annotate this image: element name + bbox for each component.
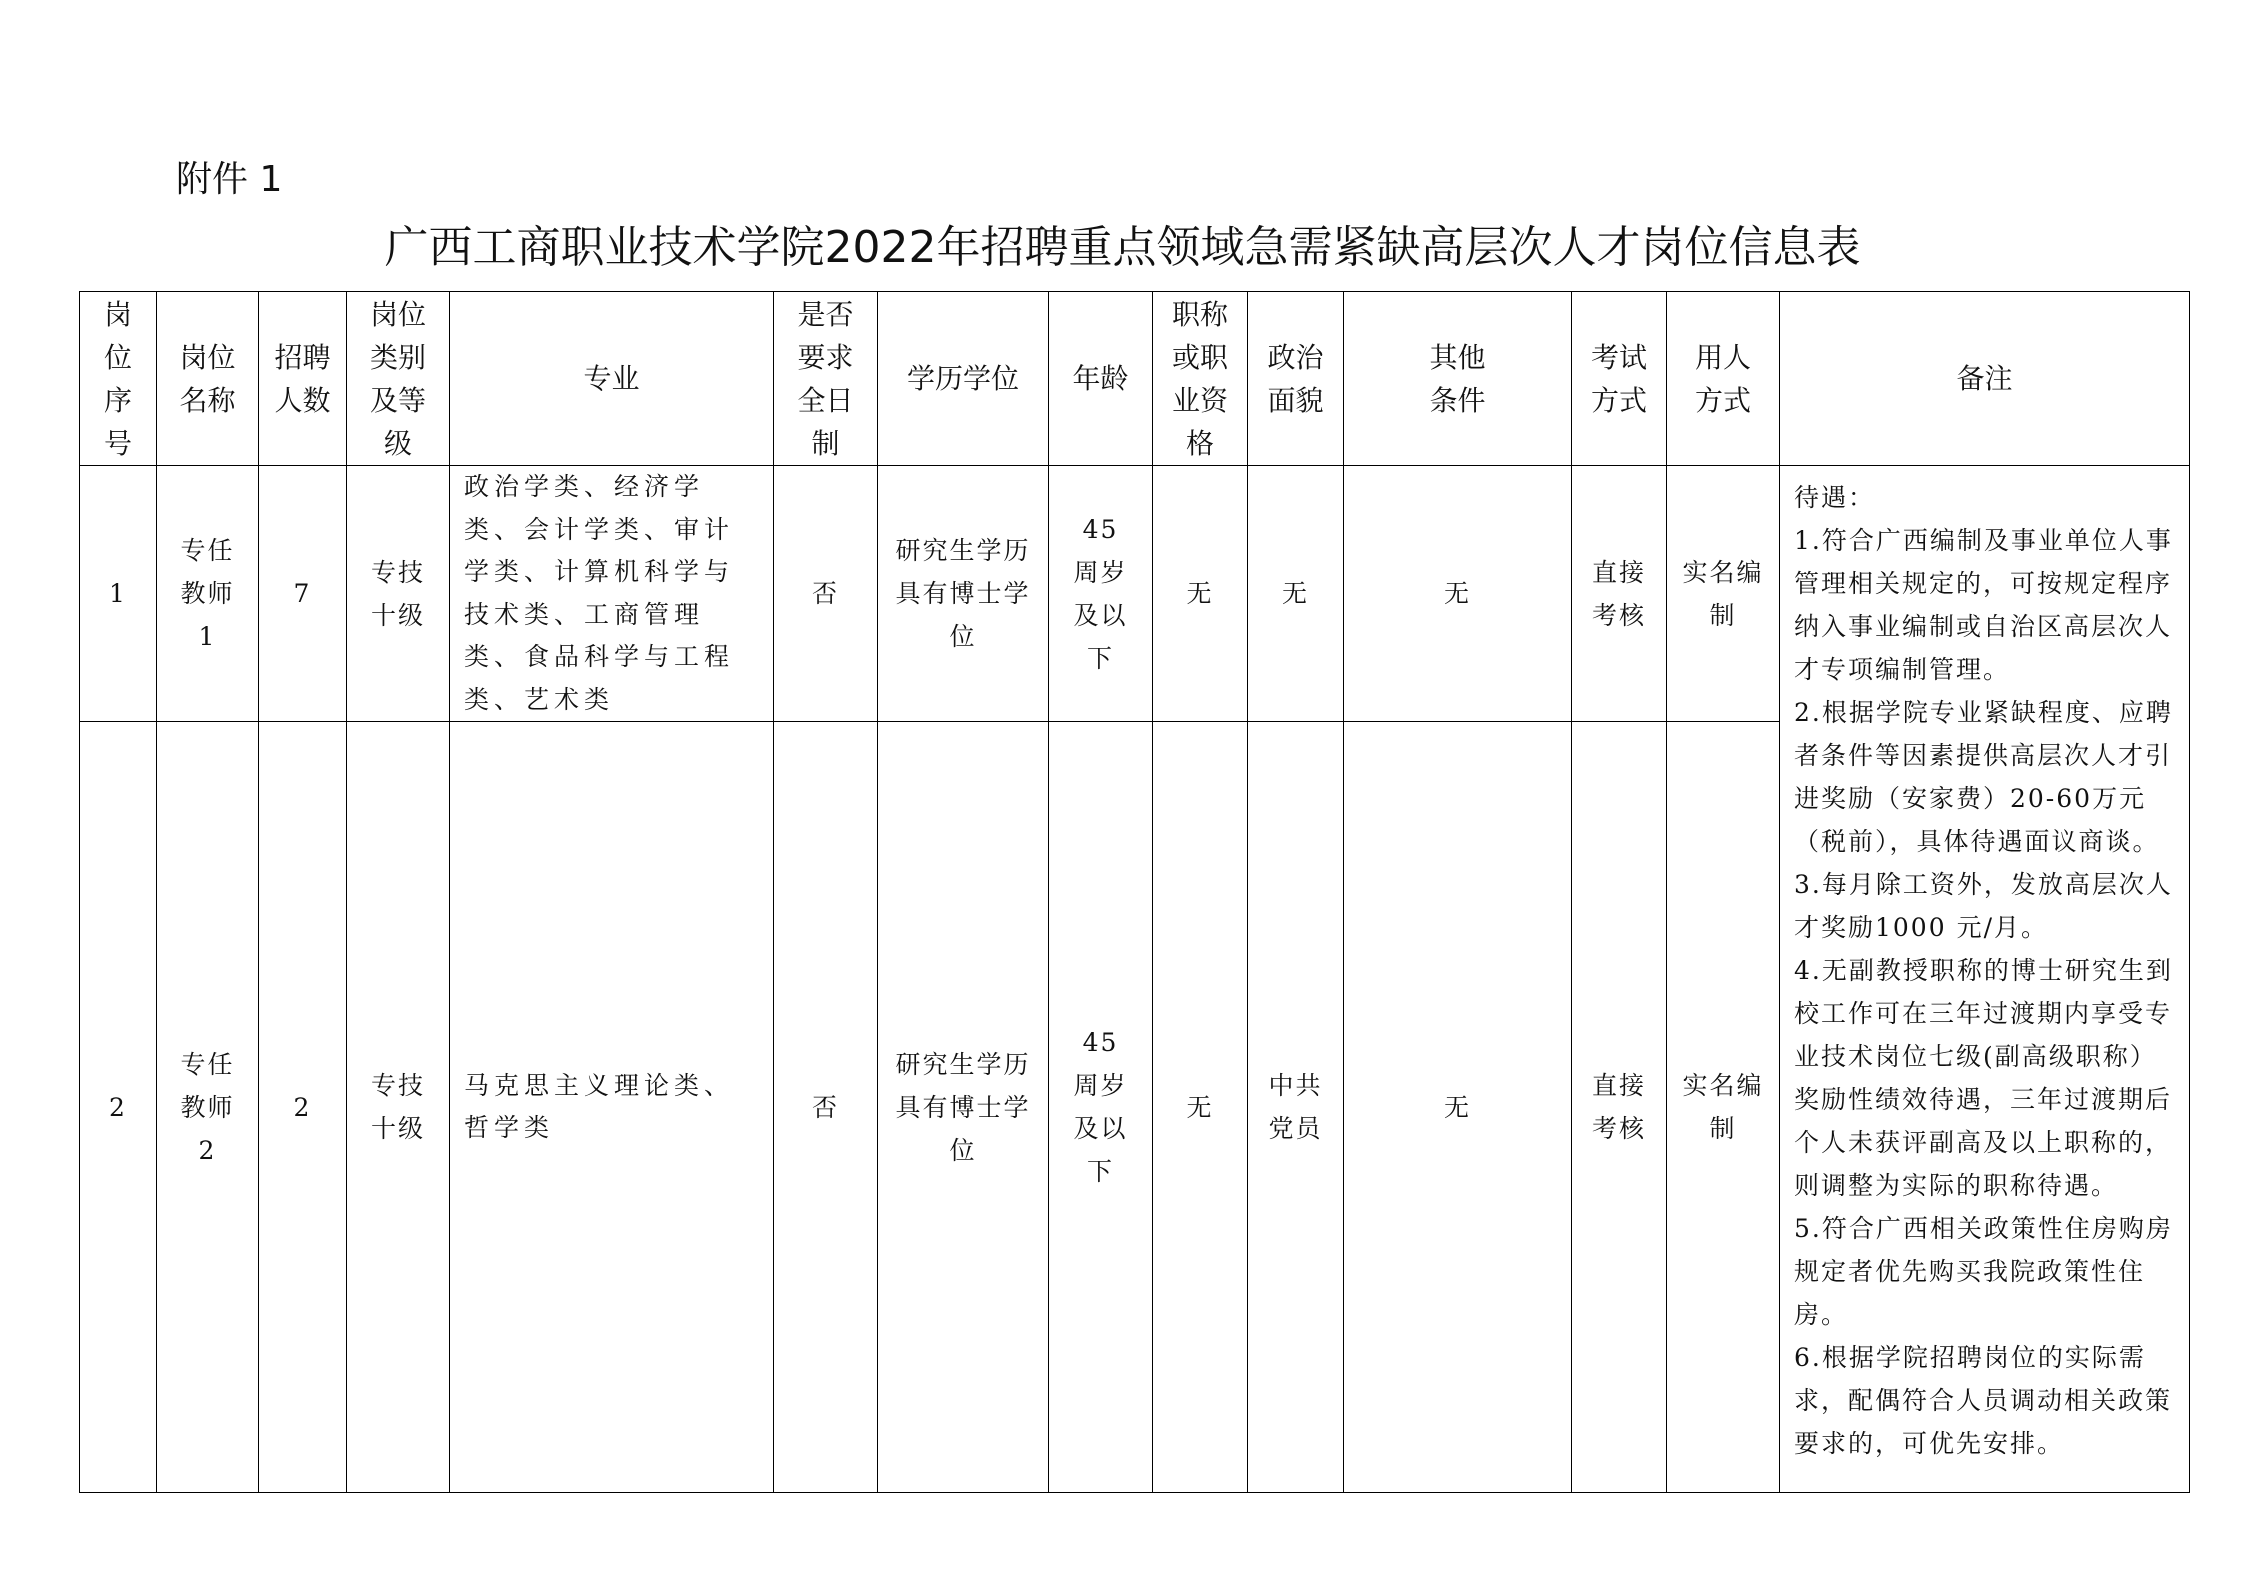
cell-age: 45周岁及以下 [1049,466,1153,722]
cell-age: 45周岁及以下 [1049,722,1153,1493]
cell-degree: 研究生学历具有博士学位 [878,722,1049,1493]
header-exam: 考试方式 [1572,292,1667,466]
cell-degree: 研究生学历具有博士学位 [878,466,1049,722]
header-age: 年龄 [1049,292,1153,466]
attachment-label: 附件 1 [176,159,283,200]
header-employ: 用人方式 [1667,292,1780,466]
page-title: 广西工商职业技术学院2022年招聘重点领域急需紧缺高层次人才岗位信息表 [384,222,1861,273]
cell-title-qualification: 无 [1153,466,1248,722]
header-political: 政治面貌 [1248,292,1344,466]
header-name: 岗位名称 [157,292,259,466]
cell-fulltime: 否 [774,722,878,1493]
cell-seq: 2 [80,722,157,1493]
table-row [80,466,2190,722]
remarks-item: 5.符合广西相关政策性住房购房规定者优先购买我院政策性住房。 [1794,1214,2173,1329]
header-seq: 岗位序号 [80,292,157,466]
positions-table [79,291,2190,1493]
table-header-row [80,292,2190,466]
cell-title-qualification: 无 [1153,722,1248,1493]
header-remarks: 备注 [1780,292,2190,466]
remarks-item: 1.符合广西编制及事业单位人事管理相关规定的，可按规定程序纳入事业编制或自治区高层次人才专项编制管理。 [1794,526,2173,684]
cell-remarks [1780,466,2190,1493]
cell-count: 7 [259,466,347,722]
remarks-heading: 待遇： [1794,483,1876,512]
cell-major: 马克思主义理论类、哲学类 [450,722,774,1493]
cell-political: 中共党员 [1248,722,1344,1493]
cell-count: 2 [259,722,347,1493]
cell-exam: 直接考核 [1572,466,1667,722]
cell-exam: 直接考核 [1572,722,1667,1493]
header-category: 岗位类别及等级 [347,292,450,466]
cell-name: 专任教师2 [157,722,259,1493]
cell-other: 无 [1344,466,1572,722]
header-degree: 学历学位 [878,292,1049,466]
header-other: 其他条件 [1344,292,1572,466]
header-count: 招聘人数 [259,292,347,466]
cell-employ: 实名编制 [1667,466,1780,722]
cell-seq: 1 [80,466,157,722]
cell-other: 无 [1344,722,1572,1493]
remarks-item: 2.根据学院专业紧缺程度、应聘者条件等因素提供高层次人才引进奖励（安家费）20-60万元（税前），具体待遇面议商谈。 [1794,698,2173,856]
remarks-item: 3.每月除工资外，发放高层次人才奖励1000 元/月。 [1794,870,2173,942]
cell-name: 专任教师1 [157,466,259,722]
remarks-item: 6.根据学院招聘岗位的实际需求，配偶符合人员调动相关政策要求的，可优先安排。 [1794,1343,2173,1458]
cell-political: 无 [1248,466,1344,722]
cell-fulltime: 否 [774,466,878,722]
cell-category: 专技十级 [347,466,450,722]
header-fulltime: 是否要求全日制 [774,292,878,466]
cell-major: 政治学类、经济学类、会计学类、审计学类、计算机科学与技术类、工商管理类、食品科学与工程类、艺术类 [450,466,774,722]
remarks-item: 4.无副教授职称的博士研究生到校工作可在三年过渡期内享受专业技术岗位七级(副高级职称）奖励性绩效待遇，三年过渡期后个人未获评副高及以上职称的，则调整为实际的职称待遇。 [1794,956,2173,1200]
header-major: 专业 [450,292,774,466]
cell-employ: 实名编制 [1667,722,1780,1493]
cell-category: 专技十级 [347,722,450,1493]
header-title-qualification: 职称或职业资格 [1153,292,1248,466]
